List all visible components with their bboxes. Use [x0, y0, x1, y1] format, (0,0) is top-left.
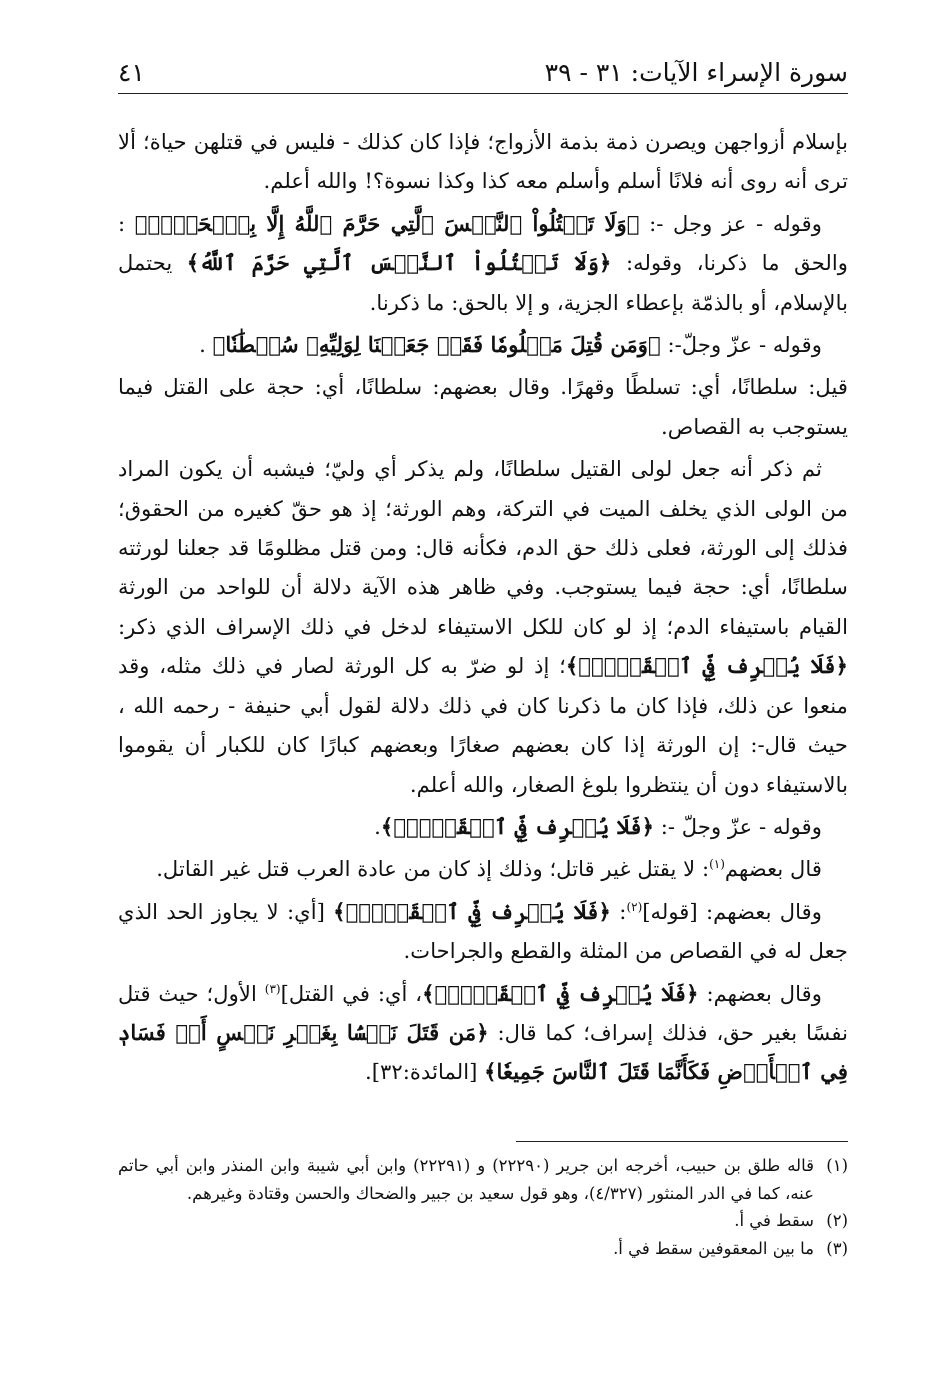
text-segment: ثم ذكر أنه جعل لولى القتيل سلطانًا، ولم يذكر أي وليّ؛ فيشبه أن يكون المراد من الولى الذي يخلف الميت في التركة، وهم الورثة؛ إذ هو حقّ كغيره من الحقوق؛ فذلك إلى الورثة، فعلى ذلك حق الدم، فكأنه قال: ومن قتل مظلومًا قد جعلنا لورثته سلطانًا، أي: حجة فيما يستوجب. وفي ظاهر هذه الآية دلالة أن للواحد من الورثة القيام باستيفاء الدم؛ إذ لو كان للكل الاستيفاء لدخل في ذلك الإسراف الذي ذكر:	[118, 456, 848, 639]
footnote	[118, 1235, 848, 1263]
text-segment: ؛ إذ لو ضرّ به كل الورثة لصار في ذلك مثله، وقد منعوا عن ذلك، فإذا كان ما ذكرنا كان في ذلك دلالة لقول أبي حنيفة - رحمه الله ، حيث قال-: إن الورثة إذا كان بعضهم صغارًا وبعضهم كبارًا كان للكبار أن يقوموا بالاستيفاء دون أن ينتظروا بلوغ الصغار، والله أعلم.	[118, 653, 848, 797]
text-segment: الأول؛ حيث قتل نفسًا بغير حق، فذلك إسراف؛ كما قال:	[118, 980, 848, 1045]
footnote-text: ما بين المعقوفين سقط في أ.	[613, 1238, 814, 1258]
text-segment: وقال بعضهم:	[698, 980, 822, 1006]
paragraph	[118, 325, 848, 364]
text-segment: قيل: سلطانًا، أي: تسلطًا وقهرًا. وقال بعضهم: سلطانًا، أي: حجة على القتل فيما يستوجب به القصاص.	[118, 374, 848, 439]
quran-verse: ﴿فَلَا يُسۡرِف فِّي ٱلۡقَتۡلِۖ﴾	[565, 653, 848, 679]
quran-verse: ﴿وَمَن قُتِلَ مَظۡلُومٗا فَقَدۡ جَعَلۡنَا لِوَلِيِّهِۦ سُلۡطَٰنٗا﴾	[212, 332, 661, 358]
text-segment: :	[610, 898, 627, 924]
text-segment: [المائدة:٣٢].	[365, 1059, 485, 1085]
quran-verse: ﴿مَن قَتَلَ نَفۡسَۢا بِغَيۡرِ نَفۡسٍ أَوۡ فَسَادٖ فِي ٱلۡأَرۡضِ فَكَأَنَّمَا قَتَلَ ٱلنَّاسَ جَمِيعٗا﴾	[118, 1019, 848, 1085]
paragraph	[118, 204, 848, 322]
quran-verse: ﴿وَلَا تَقۡتُلُواْ ٱلنَّفۡسَ ٱلَّتِي حَرَّمَ ٱللَّهُ﴾	[186, 250, 612, 276]
text-segment: .	[199, 332, 213, 358]
quran-verse: ﴿فَلَا يُسۡرِف فِّي ٱلۡقَتۡلِۖ﴾	[333, 898, 611, 924]
paragraph	[118, 849, 848, 888]
footnote	[118, 1207, 848, 1235]
text-segment: وقوله - عزّ وجلّ-:	[660, 332, 822, 358]
footnote-number: (٣)	[826, 1238, 848, 1258]
text-segment: [أي: لا يجاوز الحد الذي جعل له في القصاص من المثلة والقطع والجراحات.	[118, 898, 848, 964]
footnote-number: (١)	[826, 1156, 848, 1175]
text-segment: قال بعضهم	[724, 856, 822, 882]
footnotes	[118, 1152, 848, 1262]
quran-verse: ﴿وَلَا تَقۡتُلُواْ ٱلنَّفۡسَ ٱلَّتِي حَرَّمَ ٱللَّهُ إِلَّا بِٱلۡحَقِّۗ﴾	[134, 210, 640, 236]
text-segment: : لا يقتل غير قاتل؛ وذلك إذ كان من عادة العرب قتل غير القاتل.	[156, 856, 710, 882]
page-number: ٤١	[118, 58, 145, 87]
surah-title: سورة الإسراء الآيات: ٣١ - ٣٩	[544, 58, 848, 87]
text-segment: وقوله - عز وجل -:	[639, 210, 822, 236]
footnote-ref: (٢)	[626, 899, 643, 914]
quran-verse: ﴿فَلَا يُسۡرِف فِّي ٱلۡقَتۡلِۖ﴾	[380, 813, 655, 839]
body-text	[118, 122, 848, 1092]
text-segment: بإسلام أزواجهن ويصرن ذمة بذمة الأزواج؛ فإذا كان كذلك - فليس في قتلهن حياة؛ ألا ترى أنه روى أنه فلانًا أسلم وأسلم معه كذا وكذا نسوة؟! والله أعلم.	[118, 129, 848, 194]
text-segment: وقال بعضهم: [قوله]	[642, 898, 822, 924]
text-segment: وقوله - عزّ وجلّ -:	[654, 813, 822, 839]
paragraph	[118, 807, 848, 846]
text-segment: : والحق ما ذكرنا، وقوله:	[118, 210, 848, 276]
text-segment: .	[374, 813, 381, 839]
footnote-ref: (١)	[709, 857, 725, 872]
footnote-separator	[516, 1141, 848, 1142]
running-header	[118, 52, 848, 94]
paragraph	[118, 892, 848, 971]
text-segment: يحتمل بالإسلام، أو بالذمّة بإعطاء الجزية، و إلا بالحق: ما ذكرنا.	[118, 250, 848, 315]
paragraph	[118, 449, 848, 804]
paragraph	[118, 122, 848, 201]
footnote-text: قاله طلق بن حبيب، أخرجه ابن جرير (٢٢٢٩٠) و (٢٢٢٩١) وابن أبي شيبة وابن المنذر وابن أبي حاتم عنه، كما في الدر المنثور (٤/٣٢٧)، وهو قول سعيد بن جبير والضحاك والحسن وقتادة وغيرهم.	[118, 1156, 814, 1203]
paragraph	[118, 367, 848, 446]
footnote-number: (٢)	[826, 1211, 848, 1230]
text-segment: ، أي: في القتل]	[280, 980, 423, 1006]
paragraph	[118, 974, 848, 1092]
footnote	[118, 1152, 848, 1207]
footnote-text: سقط في أ.	[734, 1211, 814, 1230]
quran-verse: ﴿فَلَا يُسۡرِف فِّي ٱلۡقَتۡلِۖ﴾	[422, 980, 699, 1006]
footnote-ref: (٣)	[264, 981, 281, 996]
